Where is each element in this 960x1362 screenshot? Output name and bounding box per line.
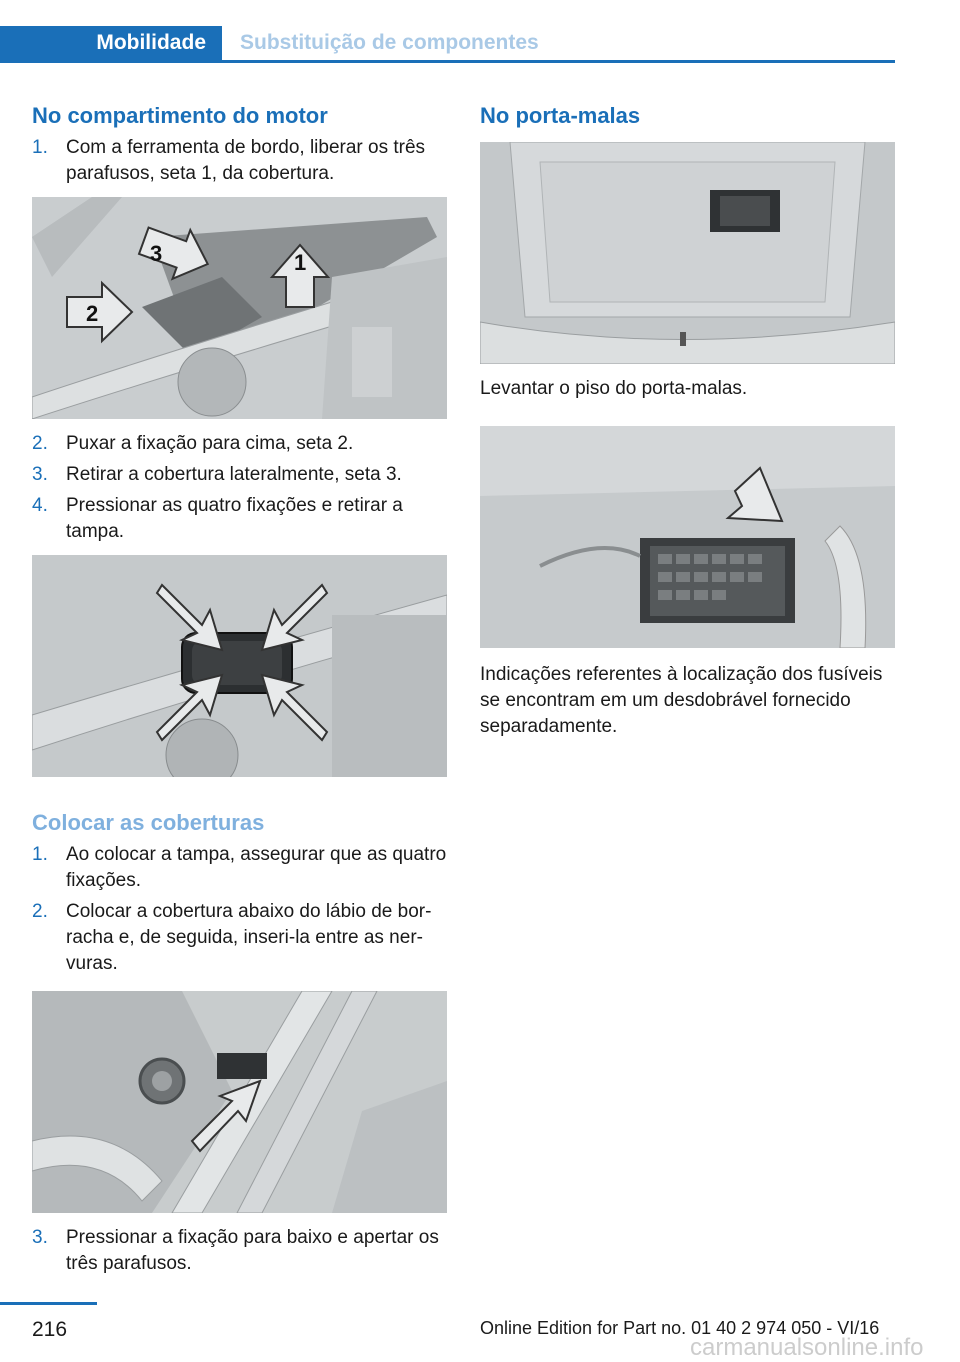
arrow-label-3: 3: [150, 241, 163, 266]
right-column: [480, 100, 895, 740]
arrow-label-2: 2: [86, 301, 99, 326]
step-item: [32, 842, 447, 894]
left-column: [32, 100, 447, 1282]
rubber-lip-illustration: [32, 991, 447, 1213]
figure-cover-four-clips: [32, 555, 447, 777]
step-item: [32, 135, 447, 187]
edition-info: Online Edition for Part no. 01 40 2 974 050 - VI/16: [480, 1318, 880, 1338]
step-number: 2.: [32, 901, 48, 922]
step-text: Com a ferramenta de bordo, liberar os três parafusos, seta 1, da cobertura.: [66, 137, 426, 184]
step-item: [32, 1225, 447, 1277]
fuse-box-illustration: [480, 426, 895, 648]
section-tab-substituicao[interactable]: Substituição de componentes: [240, 31, 539, 54]
step-number: 1.: [32, 137, 48, 158]
cover-clips-illustration: [32, 555, 447, 777]
heading-install-covers: Colocar as coberturas: [32, 810, 265, 835]
engine-cover-illustration: [32, 197, 447, 419]
figure-cover-rubber-lip: [32, 991, 447, 1213]
site-watermark: carmanualsonline.info: [690, 1334, 924, 1361]
figure-trunk-floor: [480, 142, 895, 364]
section-tab-mobilidade[interactable]: Mobilidade: [0, 26, 222, 60]
step-number: 1.: [32, 844, 48, 865]
header-rule: [0, 60, 895, 63]
page-header: [0, 0, 960, 62]
step-text: Retirar a cobertura lateralmente, seta 3.: [66, 464, 402, 485]
instruction-lift-floor: Levantar o piso do porta-malas.: [480, 378, 748, 399]
step-item: [32, 431, 447, 457]
trunk-floor-illustration: [480, 142, 895, 364]
step-text: Puxar a fixação para cima, seta 2.: [66, 433, 354, 454]
step-item: [32, 493, 447, 545]
step-text: Pressionar a fixação para baixo e apertar os três parafusos.: [66, 1227, 439, 1274]
step-text: Pressionar as quatro fixações e retirar a tampa.: [66, 495, 403, 542]
step-text: Colocar a cobertura abaixo do lábio de borracha e, de seguida, inseri-la entre as nervuras.: [66, 901, 432, 974]
page-number: 216: [32, 1318, 68, 1341]
step-number: 3.: [32, 464, 48, 485]
instruction-fuse-location: Indicações referentes à localização dos fusíveis se encontram em um desdobrável fornecido separadamente.: [480, 664, 883, 737]
step-number: 4.: [32, 495, 48, 516]
step-item: [32, 899, 447, 977]
footer-rule: [0, 1302, 97, 1305]
step-number: 2.: [32, 433, 48, 454]
figure-fuse-box: [480, 426, 895, 648]
arrow-label-1: 1: [294, 250, 307, 275]
heading-engine-compartment: No compartimento do motor: [32, 103, 328, 128]
step-text: Ao colocar a tampa, assegurar que as quatro fixações.: [66, 844, 447, 891]
heading-trunk: No porta-malas: [480, 103, 641, 128]
figure-engine-cover-screws: [32, 197, 447, 419]
step-item: [32, 462, 447, 488]
step-number: 3.: [32, 1227, 48, 1248]
